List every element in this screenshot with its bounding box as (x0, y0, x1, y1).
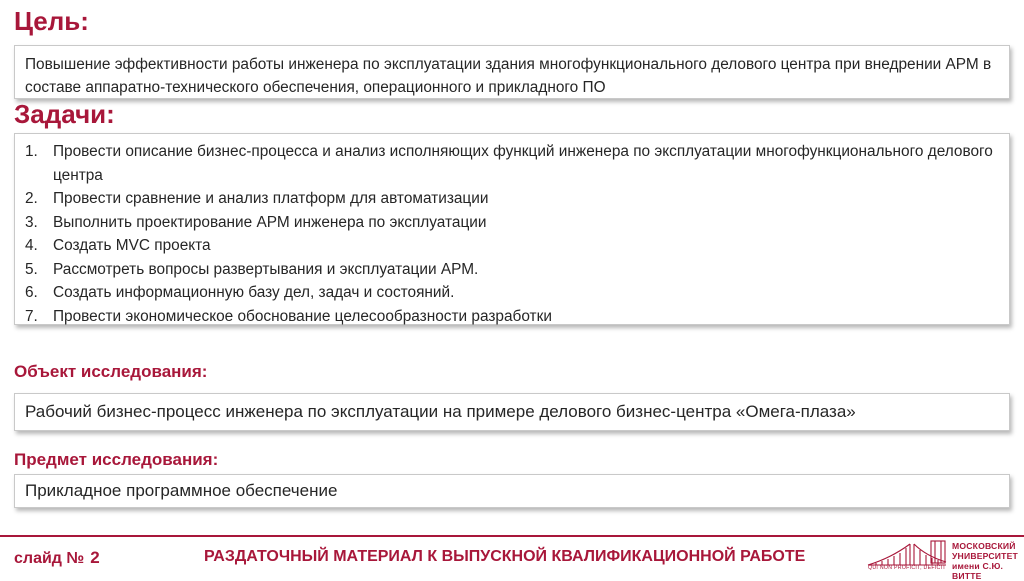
footer-title: РАЗДАТОЧНЫЙ МАТЕРИАЛ К ВЫПУСКНОЙ КВАЛИФИКАЦИОННОЙ РАБОТЕ (204, 548, 806, 565)
subject-heading: Предмет исследования: (14, 450, 219, 469)
task-text: Создать информационную базу дел, задач и состояний. (53, 284, 455, 301)
task-number: 6. (25, 284, 38, 301)
task-item (25, 305, 999, 329)
task-text: Выполнить проектирование АРМ инженера по эксплуатации (53, 213, 487, 231)
task-item (25, 281, 999, 305)
goal-heading: Цель: (14, 6, 89, 36)
object-box (14, 393, 1010, 431)
task-item (25, 211, 999, 235)
task-text: Создать MVC проекта (53, 237, 211, 254)
task-item (25, 234, 999, 258)
task-number: 7. (25, 307, 38, 325)
task-number: 4. (25, 237, 38, 254)
task-number: 3. (25, 213, 38, 231)
goal-text: Повышение эффективности работы инженера по эксплуатации здания многофункционального делового центра при внедрении АРМ в составе аппаратно-технического обеспечения, операционного и прикладного ПО (25, 56, 992, 96)
tasks-box (14, 133, 1010, 325)
task-text: Провести экономическое обоснование целесообразности разработки (53, 307, 552, 325)
task-number: 2. (25, 190, 38, 207)
subject-box (14, 474, 1010, 508)
logo-motto: QUI NON PROFICIT, DEFICIT (868, 565, 946, 571)
task-item (25, 187, 999, 211)
task-number: 5. (25, 260, 38, 278)
object-text: Рабочий бизнес-процесс инженера по эксплуатации на примере делового бизнес-центра «Омега-плаза» (25, 402, 856, 421)
task-text: Провести сравнение и анализ платформ для автоматизации (53, 190, 489, 207)
goal-box (14, 45, 1010, 99)
university-name (952, 541, 1024, 581)
logo-line-1: МОСКОВСКИЙ (952, 541, 1016, 551)
task-item (25, 140, 999, 187)
object-heading: Объект исследования: (14, 362, 208, 381)
logo-line-3: имени С.Ю. ВИТТЕ (952, 561, 1004, 581)
task-text: Провести описание бизнес-процесса и анализ исполняющих функций инженера по эксплуатации многофункционального делового центра (53, 143, 993, 184)
slide-label: слайд № (14, 550, 85, 567)
task-item (25, 258, 999, 282)
tasks-heading: Задачи: (14, 99, 115, 129)
slide-number-label (14, 548, 100, 568)
logo-line-2: УНИВЕРСИТЕТ (952, 551, 1018, 561)
task-text: Рассмотреть вопросы развертывания и эксплуатации АРМ. (53, 260, 479, 278)
footer-divider (0, 535, 1024, 537)
task-number: 1. (25, 143, 38, 160)
tasks-list (15, 134, 1009, 334)
subject-text: Прикладное программное обеспечение (25, 481, 338, 500)
slide-number: 2 (90, 548, 100, 567)
